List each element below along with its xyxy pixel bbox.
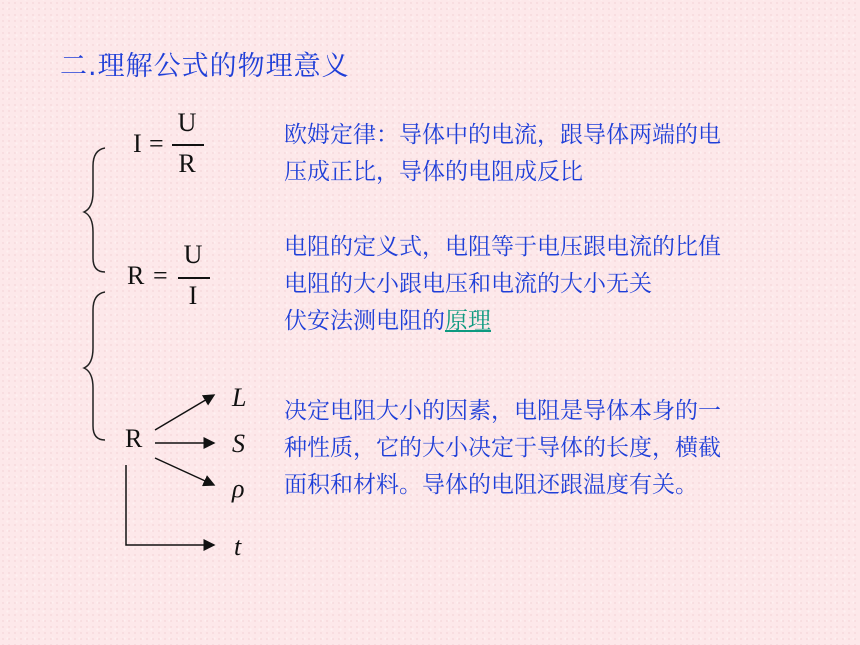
description-definition-line2: 电阻的大小跟电压和电流的大小无关 bbox=[284, 271, 652, 297]
description-factors-line3: 面积和材料。导体的电阻还跟温度有关。 bbox=[284, 472, 698, 498]
description-ohms-law bbox=[284, 117, 721, 191]
factor-area-s: S bbox=[232, 429, 245, 458]
slide-title: 二.理解公式的物理意义 bbox=[60, 51, 350, 82]
description-factors-line1: 决定电阻大小的因素，电阻是导体本身的一 bbox=[284, 398, 721, 424]
formula2-numerator: U bbox=[183, 240, 203, 269]
factor-length-l: L bbox=[232, 383, 247, 412]
upper-brace bbox=[84, 148, 105, 272]
factor-root-r: R bbox=[125, 424, 143, 453]
formula1-lhs: I bbox=[133, 129, 142, 158]
description-resistance-factors bbox=[284, 393, 721, 504]
formula1-denominator: R bbox=[178, 149, 196, 178]
description-ohms-law-line1: 欧姆定律：导体中的电流，跟导体两端的电 bbox=[284, 122, 721, 148]
description-resistance-definition bbox=[284, 229, 721, 340]
formula2-equals: = bbox=[153, 261, 168, 290]
arrow-to-t bbox=[126, 465, 214, 545]
factor-temperature-t: t bbox=[234, 532, 242, 561]
arrow-to-l bbox=[155, 395, 214, 430]
description-definition-line1: 电阻的定义式，电阻等于电压跟电流的比值 bbox=[284, 234, 721, 260]
arrow-to-rho bbox=[155, 458, 214, 485]
description-definition-line3 bbox=[284, 303, 721, 340]
formula1-numerator: U bbox=[177, 108, 197, 137]
formula1-equals: = bbox=[149, 129, 164, 158]
factor-resistivity-rho: ρ bbox=[232, 474, 245, 503]
formula2-lhs: R bbox=[127, 261, 145, 290]
principle-link[interactable]: 原理 bbox=[445, 308, 491, 334]
description-factors-line2: 种性质，它的大小决定于导体的长度，横截 bbox=[284, 435, 721, 461]
description-ohms-law-line2: 压成正比，导体的电阻成反比 bbox=[284, 159, 583, 185]
lower-brace bbox=[84, 292, 105, 440]
formula2-denominator: I bbox=[188, 281, 198, 310]
description-definition-line3-prefix: 伏安法测电阻的 bbox=[284, 308, 445, 334]
